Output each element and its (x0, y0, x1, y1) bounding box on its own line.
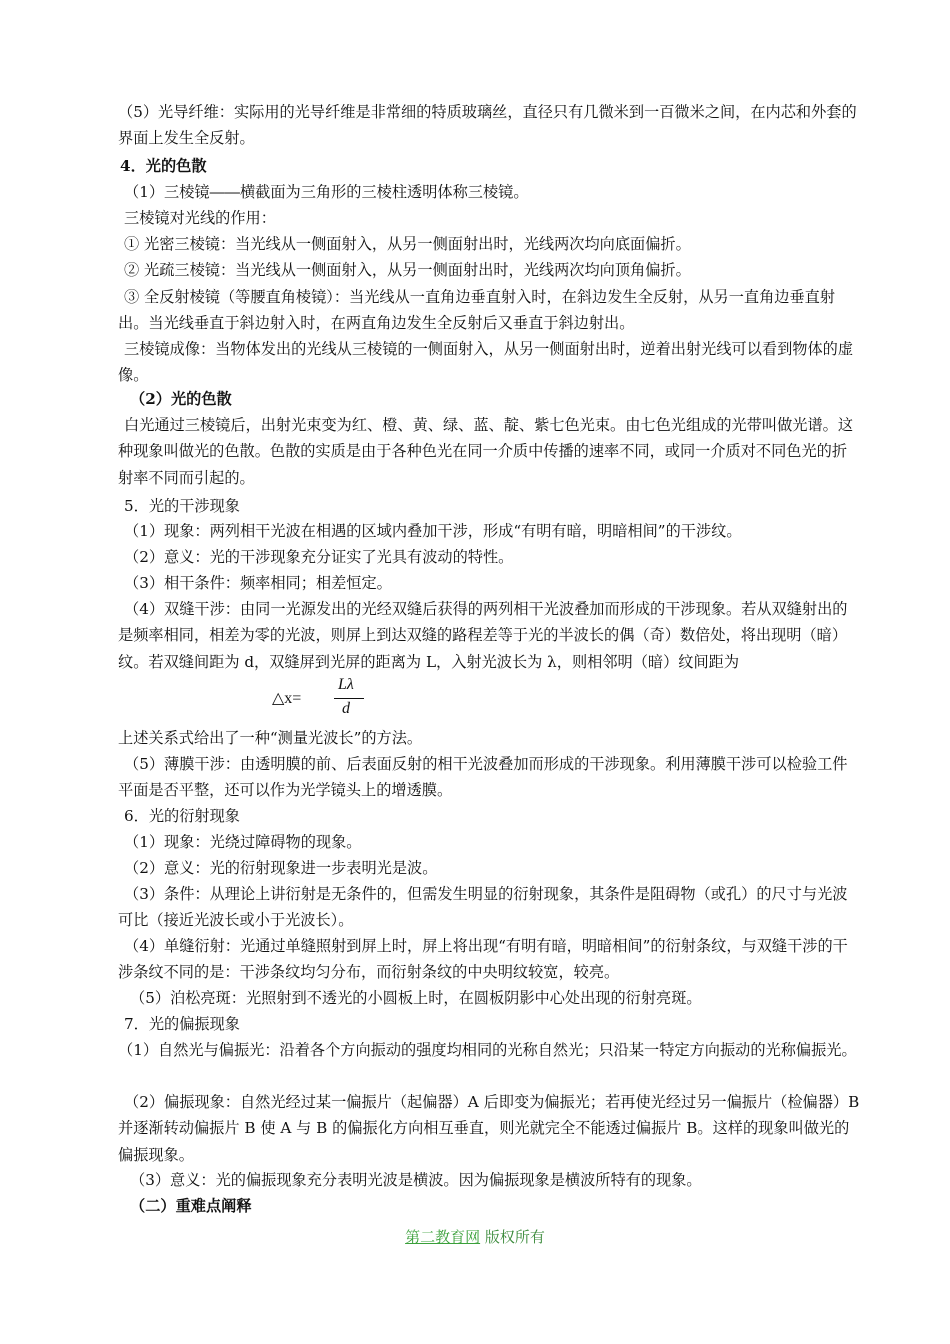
para-sparse-prism: ② 光疏三棱镜：当光线从一侧面射入，从另一侧面射出时，光线两次均向顶角偏折。 (124, 261, 691, 279)
para-natural-polarized: （1）自然光与偏振光：沿着各个方向振动的强度均相同的光称自然光；只沿某一特定方向振动的光称偏振光。 (118, 1041, 857, 1059)
para-interference-phenomenon: （1）现象：两列相干光波在相遇的区域内叠加干涉，形成“有明有暗，明暗相间”的干涉纹。 (124, 522, 742, 540)
para-diffraction-meaning: （2）意义：光的衍射现象进一步表明光是波。 (124, 859, 438, 877)
fraction-bar (334, 698, 364, 699)
para-interference-meaning: （2）意义：光的干涉现象充分证实了光具有波动的特性。 (124, 548, 514, 566)
para-diffraction-condition: （3）条件：从理论上讲衍射是无条件的，但需发生明显的衍射现象，其条件是阻碍物（或孔）的尺寸与光波可比（接近光波长或小于光波长）。 (118, 885, 848, 930)
para-prism-image: 三棱镜成像：当物体发出的光线从三棱镜的一侧面射入，从另一侧面射出时，逆着出射光线可以看到物体的虚像。 (118, 340, 853, 385)
para-optical-fiber: （5）光导纤维：实际用的光导纤维是非常细的特质玻璃丝，直径只有几微米到一百微米之间，在内芯和外套的界面上发生全反射。 (118, 103, 857, 148)
para-measure-wavelength: 上述关系式给出了一种“测量光波长”的方法。 (118, 729, 423, 747)
heading-color-dispersion: （2）光的色散 (130, 390, 232, 408)
para-prism-effect: 三棱镜对光线的作用： (124, 209, 276, 227)
para-dense-prism: ① 光密三棱镜：当光线从一侧面射入，从另一侧面射出时，光线两次均向底面偏折。 (124, 235, 691, 253)
heading-dispersion: 4．光的色散 (120, 157, 207, 175)
para-polarization-phenomenon: （2）偏振现象：自然光经过某一偏振片（起偏器）A 后即变为偏振光；若再使光经过另一偏振片（检偏器）B 并逐渐转动偏振片 B 使 A 与 B 的偏振化方向相互垂直，则光就完全不能透过偏振片 B。这样的现象叫做光的偏振现象。 (118, 1093, 860, 1164)
heading-key-points: （二）重难点阐释 (130, 1197, 252, 1215)
heading-interference: 5．光的干涉现象 (124, 497, 240, 515)
footer-copyright: 版权所有 (480, 1228, 545, 1246)
para-poisson-spot: （5）泊松亮斑：光照射到不透光的小圆板上时，在圆板阴影中心处出现的衍射亮斑。 (130, 989, 702, 1007)
formula-numerator: Lλ (338, 676, 354, 693)
page-footer (0, 1226, 950, 1247)
para-diffraction-phenomenon: （1）现象：光绕过障碍物的现象。 (124, 833, 362, 851)
fringe-spacing-formula (272, 676, 392, 724)
para-double-slit: （4）双缝干涉：由同一光源发出的光经双缝后获得的两列相干光波叠加而形成的干涉现象。若从双缝射出的是频率相同，相差为零的光波，则屏上到达双缝的路程差等于光的半波长的偶（奇）数倍处，将出现明（暗）纹。若双缝间距为 d，双缝屏到光屏的距离为 L，入射光波长为 λ，则相邻明（暗）纹间距为 (118, 600, 848, 671)
para-single-slit: （4）单缝衍射：光通过单缝照射到屏上时，屏上将出现“有明有暗，明暗相间”的衍射条纹，与双缝干涉的干涉条纹不同的是：干涉条纹均匀分布，而衍射条纹的中央明纹较宽，较亮。 (118, 937, 848, 982)
formula-denominator: d (342, 700, 350, 717)
para-coherence: （3）相干条件：频率相同；相差恒定。 (124, 574, 392, 592)
para-prism-def: （1）三棱镜――横截面为三角形的三棱柱透明体称三棱镜。 (124, 183, 529, 201)
footer-site-link[interactable]: 第二教育网 (405, 1228, 481, 1246)
para-thin-film: （5）薄膜干涉：由透明膜的前、后表面反射的相干光波叠加而形成的干涉现象。利用薄膜干涉可以检验工件平面是否平整，还可以作为光学镜头上的增透膜。 (118, 755, 848, 800)
heading-diffraction: 6．光的衍射现象 (124, 807, 240, 825)
heading-polarization: 7．光的偏振现象 (124, 1015, 240, 1033)
formula-lhs: △x= (272, 690, 302, 707)
para-white-light: 白光通过三棱镜后，出射光束变为红、橙、黄、绿、蓝、靛、紫七色光束。由七色光组成的光带叫做光谱。这种现象叫做光的色散。色散的实质是由于各种色光在同一介质中传播的速率不同，或同一介质对不同色光的折射率不同而引起的。 (118, 416, 853, 487)
para-total-reflection-prism: ③ 全反射棱镜（等腰直角棱镜）：当光线从一直角边垂直射入时，在斜边发生全反射，从另一直角边垂直射出。当光线垂直于斜边射入时，在两直角边发生全反射后又垂直于斜边射出。 (118, 288, 836, 333)
para-polarization-meaning: （3）意义：光的偏振现象充分表明光波是横波。因为偏振现象是横波所特有的现象。 (130, 1171, 702, 1189)
